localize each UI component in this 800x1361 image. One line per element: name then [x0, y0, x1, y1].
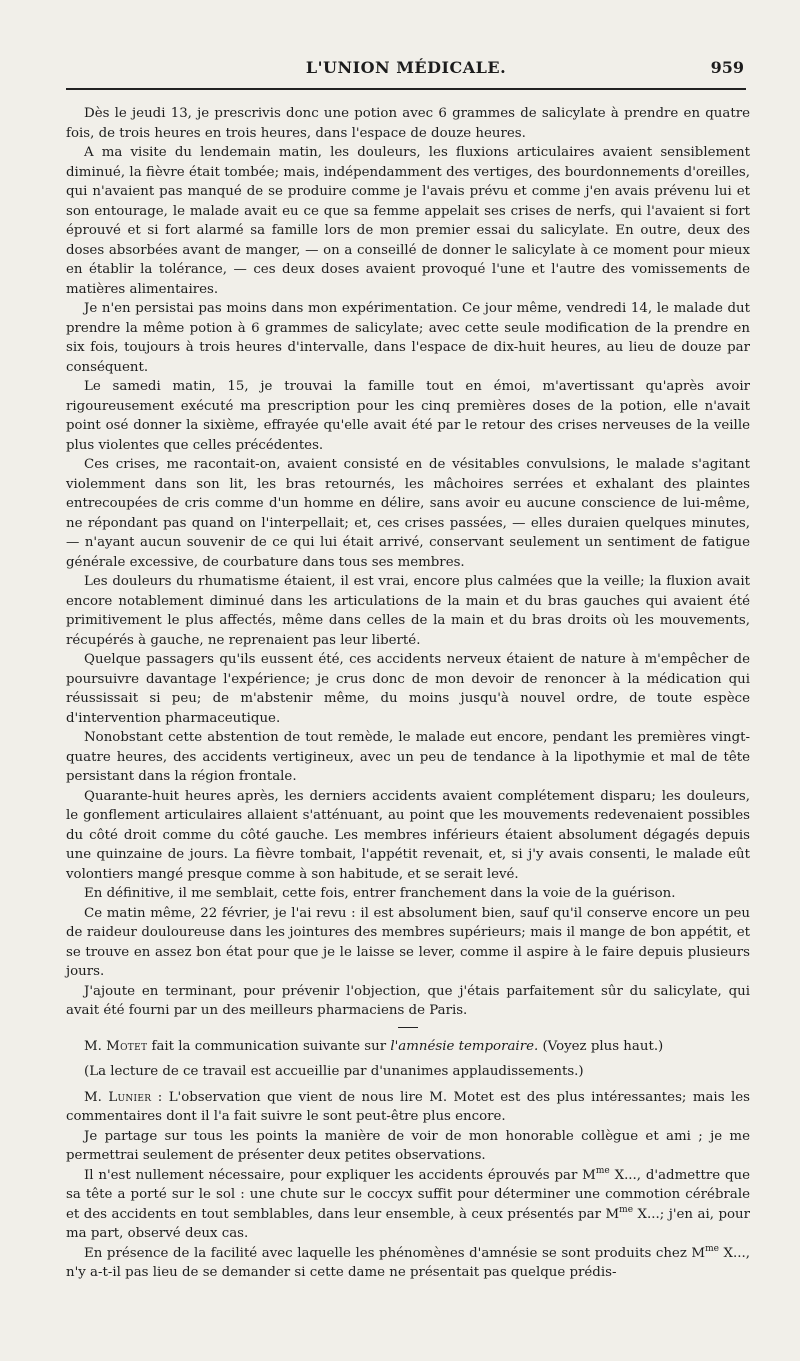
paragraph: En définitive, il me semblait, cette fois, entrer franchement dans la voie de la guérison.: [84, 886, 676, 901]
paragraph: Nonobstant cette abstention de tout remède, le malade eut encore, pendant les premières vingt-quatre heures, des accidents vertigineux, avec un peu de tendance à la lipothymie et mal de tête persistant dans la région frontale.: [66, 730, 750, 784]
paragraph: Les douleurs du rhumatisme étaient, il est vrai, encore plus calmées que la veille; la fluxion avait encore notablement diminué dans les articulations de la main et du bras gauches qui avaient été primitivement le plus affectés, même dans celles de la main et du bras droits où les mouvements, récupérés à gauche, ne reprenaient pas leur liberté.: [66, 574, 750, 648]
section-separator: [398, 1027, 418, 1028]
page-number: 959: [710, 58, 744, 77]
paragraph: Je n'en persistai pas moins dans mon expérimentation. Ce jour même, vendredi 14, le malade dut prendre la même potion à 6 grammes de salicylate; avec cette seule modification de la prendre en six fois, toujours à trois heures d'intervalle, dans l'espace de dix-huit heures, au lieu de douze par conséquent.: [66, 301, 750, 375]
paragraph-text: : L'observation que vient de nous lire M. Motet est des plus intéressantes; mais les commentaires dont il l'a fait suivre le sont peut-être plus encore.: [66, 1089, 750, 1124]
paragraph: Quarante-huit heures après, les derniers accidents avaient complétement disparu; les douleurs, le gonflement articulaires allaient s'atténuant, au point que les mouvements redevenaient possibles du côté droit comme du côté gauche. Les membres inférieurs étaient absolument dégagés depuis une quinzaine de jours. La fièvre tombait, l'appétit revenait, et, si j'y avais consenti, le malade eût volontiers mangé presque comme à son habitude, et se serait levé.: [66, 788, 750, 882]
paragraph-text: X...; j'en ai, pour ma part, observé deux cas.: [66, 1206, 750, 1241]
paragraph: Dès le jeudi 13, je prescrivis donc une potion avec 6 grammes de salicylate à prendre en quatre fois, de trois heures en trois heures, dans l'espace de douze heures.: [66, 106, 750, 141]
paragraph: Je partage sur tous les points la manière de voir de mon honorable collègue et ami ; je me permettrai seulement de présenter deux petites observations.: [66, 1128, 750, 1163]
motet-communication: [66, 1037, 750, 1057]
audience-reception: (La lecture de ce travail est accueillie par d'unanimes applaudissements.): [84, 1064, 584, 1079]
paragraph-text: X..., n'y a-t-il pas lieu de se demander si cette dame ne présentait pas quelque prédis-: [66, 1245, 750, 1280]
paragraph: J'ajoute en terminant, pour prévenir l'objection, que j'étais parfaitement sûr du salicylate, qui avait été fourni par un des meilleurs pharmaciens de Paris.: [66, 983, 750, 1018]
lunier-paragraph: [66, 1088, 750, 1127]
speaker-name: Motet: [106, 1038, 148, 1054]
paragraph: A ma visite du lendemain matin, les douleurs, les fluxions articulaires avaient sensiblement diminué, la fièvre était tombée; mais, indépendamment des vertiges, des bourdonnements d'oreilles, qui n'avaient pas manqué de se produire comme je l'avais prévu et comme j'en avais prévenu lui et son entourage, le malade avait eu ce que sa femme appelait ses crises de nerfs, qui l'avaient si fort éprouvé et si fort alarmé sa famille lors de mon premier essai du salicylate. En outre, deux des doses absorbées avant de manger, — on a conseillé de donner le salicylate à ce moment pour mieux en établir la tolérance, — ces deux doses avaient provoqué l'une et l'autre des vomissements de matières alimentaires.: [66, 145, 750, 297]
speaker-prefix: M.: [84, 1089, 109, 1105]
paragraph: Le samedi matin, 15, je trouvai la famille tout en émoi, m'avertissant qu'après avoir rigoureusement exécuté ma prescription pour les cinq premières doses de la potion, elle n'avait point osé donner la sixième, effrayée qu'elle avait été par le retour des crises nerveuses de la veille plus violentes que celles précédentes.: [66, 379, 750, 453]
paragraph-text: En présence de la facilité avec laquelle les phénomènes d'amnésie se sont produits chez M: [84, 1245, 706, 1261]
superscript: me: [705, 1243, 719, 1254]
paragraph: [66, 1166, 750, 1244]
speaker-prefix: M.: [84, 1038, 107, 1054]
paragraph: Quelque passagers qu'ils eussent été, ces accidents nerveux étaient de nature à m'empêcher de poursuivre davantage l'expérience; je crus donc de mon devoir de renoncer à la médication qui réussissait si peu; de m'abstenir même, du moins jusqu'à nouvel ordre, de toute espèce d'intervention pharmaceutique.: [66, 652, 750, 726]
article-body: [66, 104, 750, 1283]
paragraph: Ces crises, me racontait-on, avaient consisté en de vésitables convulsions, le malade s'agitant violemment dans son lit, les bras retournés, les mâchoires serrées et exhalant des plaintes entrecoupées de cris comme d'un homme en délire, sans avoir eu aucune conscience de lui-même, ne répondant pas quand on l'interpellait; et, ces crises passées, — elles duraien quelques minutes, — n'ayant aucun souvenir de ce qui lui était arrivé, conservant seulement un sentiment de fatigue générale excessive, de courbature dans tous ses membres.: [66, 457, 750, 570]
superscript: me: [619, 1204, 634, 1215]
paragraph-text: X..., d'admettre que sa tête a porté sur le sol : une chute sur le coccyx suffit pour déterminer une commotion cérébrale et des accidents en tout semblables, dans leur ensemble, à ceux présentés par M: [66, 1167, 750, 1222]
page-header: [66, 54, 746, 90]
speaker-name: Lunier: [108, 1089, 152, 1105]
paragraph: [66, 1244, 750, 1283]
communication-ref: (Voyez plus haut.): [538, 1038, 664, 1054]
paragraph: Ce matin même, 22 février, je l'ai revu : il est absolument bien, sauf qu'il conserve encore un peu de raideur douloureuse dans les jointures des membres supérieurs; mais il mange de bon appétit, et se trouve en assez bon état pour que je le laisse se lever, comme il aspire à le faire depuis plusieurs jours.: [66, 905, 750, 979]
superscript: me: [595, 1165, 610, 1176]
paragraph-text: Il n'est nullement nécessaire, pour expliquer les accidents éprouvés par M: [84, 1167, 596, 1183]
communication-topic: l'amnésie temporaire.: [390, 1038, 539, 1054]
communication-text: fait la communication suivante sur: [147, 1038, 391, 1054]
running-title: L'UNION MÉDICALE.: [305, 58, 507, 77]
